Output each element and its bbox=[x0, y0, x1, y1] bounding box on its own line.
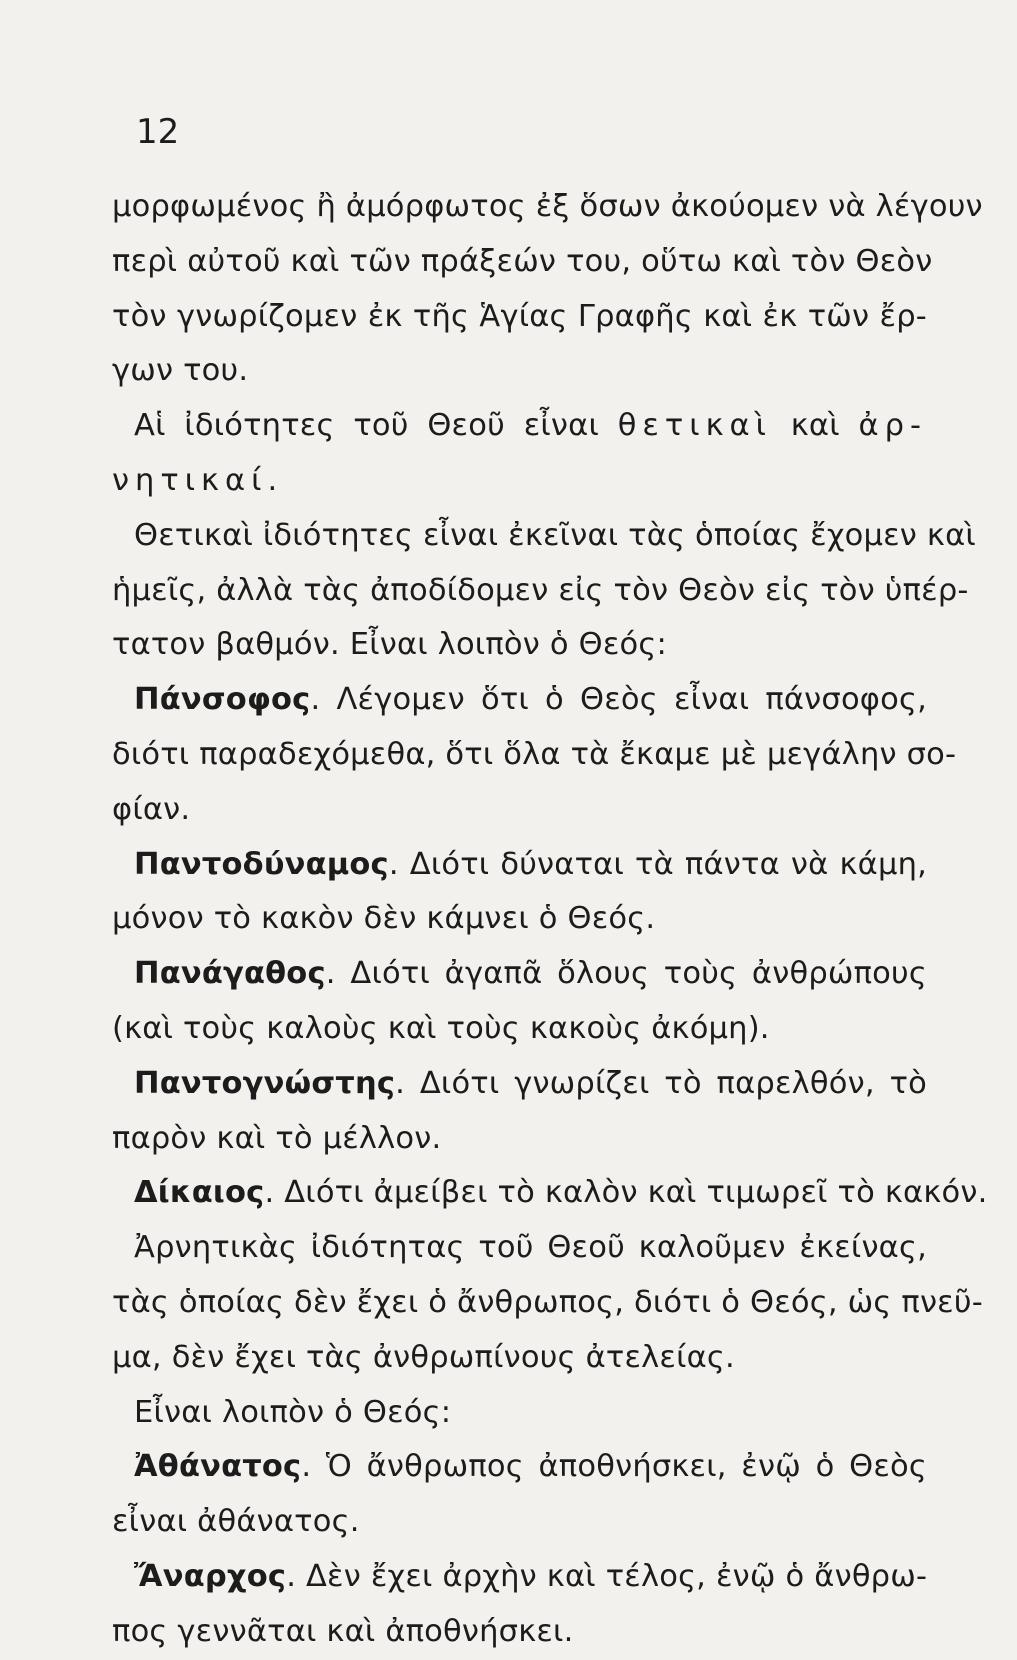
text-run: πος γεννᾶται καὶ ἀποθνήσκει. bbox=[112, 1613, 574, 1649]
text-line bbox=[112, 728, 957, 783]
text-line bbox=[112, 783, 927, 838]
text-run: ἡμεῖς, ἀλλὰ τὰς ἀποδίδομεν εἰς τὸν Θεὸν εἰς τὸν ὑπέρ- bbox=[112, 572, 969, 608]
text-line bbox=[112, 947, 927, 1002]
text-line bbox=[112, 618, 927, 673]
text-line bbox=[112, 1495, 927, 1550]
text-run: . Λέγομεν ὅτι ὁ Θεὸς εἶναι πάνσοφος, bbox=[310, 682, 927, 718]
term: Ἄναρχος bbox=[134, 1558, 287, 1594]
term: Παντογνώστης bbox=[134, 1065, 396, 1101]
text-run: μορφωμένος ἢ ἀμόρφωτος ἐξ ὅσων ἀκούομεν νὰ λέγουν bbox=[112, 189, 983, 224]
text-run: ἀρ- bbox=[858, 408, 927, 444]
text-line bbox=[112, 344, 927, 399]
text-line bbox=[112, 235, 933, 290]
text-line bbox=[112, 399, 927, 454]
text-run: (καὶ τοὺς καλοὺς καὶ τοὺς κακοὺς ἀκόμη). bbox=[112, 1010, 770, 1046]
text-run: τὸν γνωρίζομεν ἐκ τῆς Ἁγίας Γραφῆς καὶ ἐκ τῶν ἔρ- bbox=[112, 298, 927, 334]
text-run: . Διότι ἀμείβει τὸ καλὸν καὶ τιμωρεῖ τὸ κακόν. bbox=[264, 1175, 988, 1211]
text-line bbox=[112, 454, 927, 509]
text-run: τὰς ὁποίας δὲν ἔχει ὁ ἄνθρωπος, διότι ὁ Θεός, ὡς πνεῦ- bbox=[112, 1284, 983, 1320]
term: Πανάγαθος bbox=[134, 956, 326, 992]
text-run: θετικαὶ bbox=[617, 408, 772, 444]
text-run: . Ὁ ἄνθρωπος ἀποθνήσκει, ἐνῷ ὁ Θεὸς bbox=[301, 1449, 927, 1485]
body-text bbox=[112, 180, 988, 1660]
text-run: . bbox=[267, 462, 278, 498]
text-run: Θετικαὶ ἰδιότητες εἶναι ἐκεῖναι τὰς ὁποίας ἔχομεν καὶ bbox=[134, 517, 976, 553]
text-run: εἶναι ἀθάνατος. bbox=[112, 1504, 360, 1540]
text-run: παρὸν καὶ τὸ μέλλον. bbox=[112, 1120, 442, 1156]
text-line bbox=[112, 838, 927, 893]
text-run: . Διότι γνωρίζει τὸ παρελθόν, τὸ bbox=[395, 1065, 927, 1101]
text-run: . Διότι δύναται τὰ πάντα νὰ κάμη, bbox=[388, 846, 927, 882]
text-run: γων του. bbox=[112, 353, 249, 389]
text-line bbox=[112, 892, 927, 947]
term: Ἀθάνατος bbox=[134, 1449, 302, 1485]
text-line bbox=[112, 1112, 927, 1167]
text-run: μόνον τὸ κακὸν δὲν κάμνει ὁ Θεός. bbox=[112, 901, 656, 937]
text-run: . Διότι ἀγαπᾶ ὅλους τοὺς ἀνθρώπους bbox=[325, 956, 927, 992]
text-line bbox=[112, 1166, 988, 1221]
text-run: . Δὲν ἔχει ἀρχὴν καὶ τέλος, ἐνῷ ὁ ἄνθρω- bbox=[286, 1558, 928, 1594]
text-run: νητικαί bbox=[112, 462, 268, 498]
term: Παντοδύναμος bbox=[134, 846, 389, 882]
text-line bbox=[112, 564, 969, 619]
text-line bbox=[112, 1331, 927, 1386]
text-line bbox=[112, 1221, 927, 1276]
text-line bbox=[112, 1276, 983, 1331]
text-line bbox=[112, 180, 983, 235]
text-run: περὶ αὐτοῦ καὶ τῶν πράξεών του, οὕτω καὶ τὸν Θεὸν bbox=[112, 243, 933, 279]
text-line bbox=[112, 1057, 927, 1112]
text-run: καὶ bbox=[771, 408, 859, 444]
text-run: τατον βαθμόν. Εἶναι λοιπὸν ὁ Θεός: bbox=[112, 627, 667, 663]
text-run: μα, δὲν ἔχει τὰς ἀνθρωπίνους ἀτελείας. bbox=[112, 1339, 735, 1375]
text-run: φίαν. bbox=[112, 791, 191, 827]
text-run: διότι παραδεχόμεθα, ὅτι ὅλα τὰ ἔκαμε μὲ μεγάλην σο- bbox=[112, 736, 957, 772]
text-run: Εἶναι λοιπὸν ὁ Θεός: bbox=[134, 1394, 452, 1430]
page-number: 12 bbox=[136, 112, 180, 152]
text-line bbox=[112, 1550, 927, 1605]
text-line bbox=[112, 673, 927, 728]
term: Πάνσοφος bbox=[134, 682, 311, 718]
text-line bbox=[112, 1605, 927, 1660]
text-run: Ἀρνητικὰς ἰδιότητας τοῦ Θεοῦ καλοῦμεν ἐκείνας, bbox=[134, 1230, 927, 1266]
text-run: Αἱ ἰδιότητες τοῦ Θεοῦ εἶναι bbox=[134, 408, 618, 444]
text-line bbox=[112, 1002, 927, 1057]
term: Δίκαιος bbox=[134, 1175, 265, 1211]
text-line bbox=[112, 509, 976, 564]
text-line bbox=[112, 290, 927, 345]
text-line bbox=[112, 1440, 927, 1495]
text-line bbox=[112, 1386, 927, 1441]
